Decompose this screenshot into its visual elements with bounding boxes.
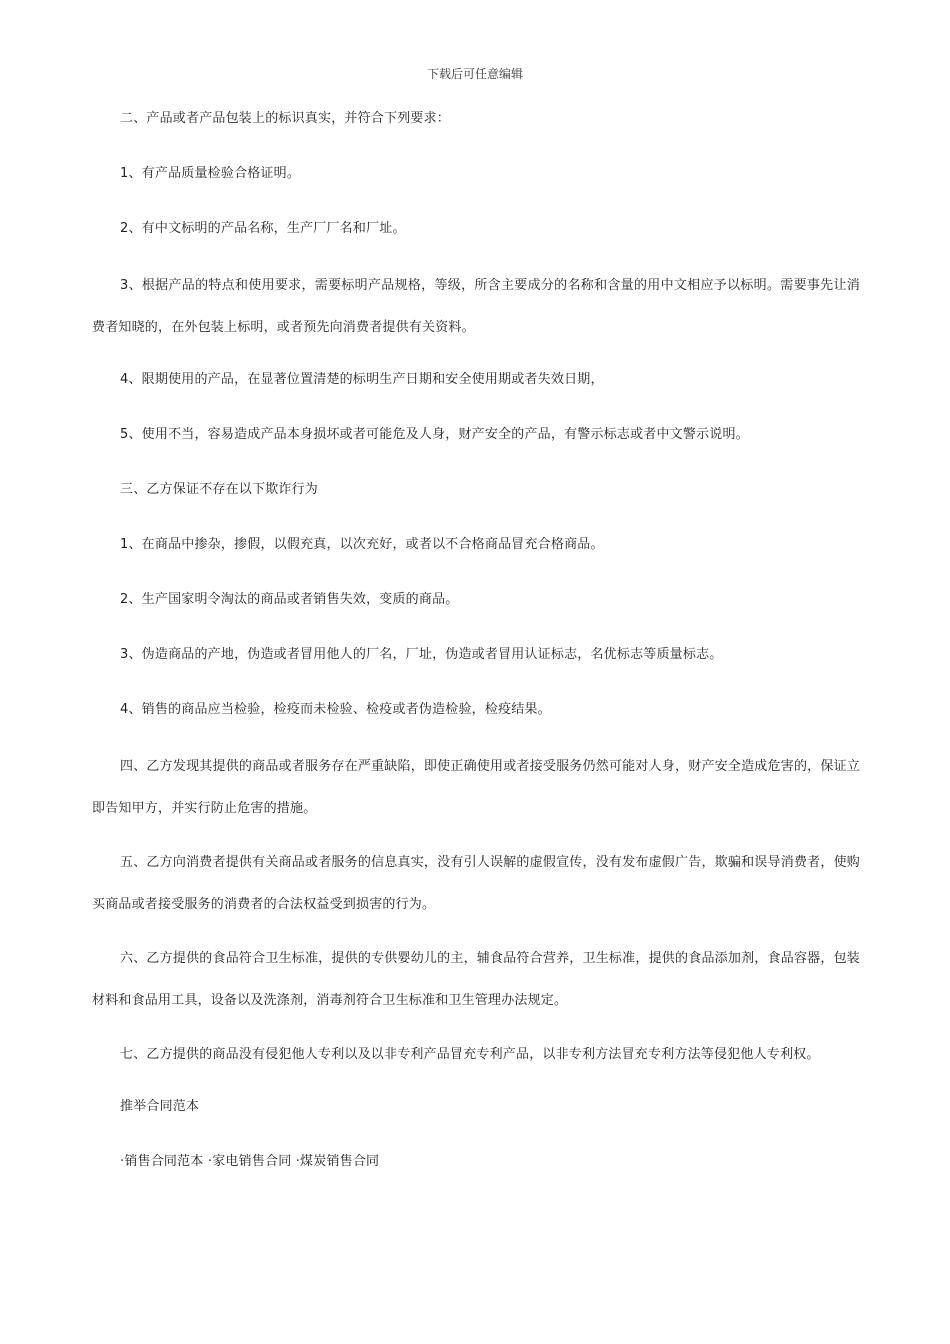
recommended-templates-heading: 推举合同范本 (120, 1099, 200, 1114)
list-item: 2、生产国家明令淘汰的商品或者销售失效，变质的商品。 (120, 592, 459, 607)
recommended-templates-links[interactable]: ·销售合同范本 ·家电销售合同 ·煤炭销售合同 (120, 1154, 380, 1169)
section-seven-paragraph: 七、乙方提供的商品没有侵犯他人专利以及以非专利产品冒充专利产品，以非专利方法冒充专利方法等侵犯他人专利权。 (120, 1047, 820, 1062)
list-item: 1、在商品中掺杂，掺假，以假充真，以次充好，或者以不合格商品冒充合格商品。 (120, 537, 604, 552)
section-six-paragraph: 六、乙方提供的食品符合卫生标准，提供的专供婴幼儿的主，辅食品符合营养，卫生标准，提供的食品添加剂，食品容器，包装材料和食品用工具，设备以及洗涤剂，消毒剂符合卫生标准和卫生管理办法规定。 (92, 951, 860, 1008)
section-four-paragraph: 四、乙方发现其提供的商品或者服务存在严重缺陷，即使正确使用或者接受服务仍然可能对人身，财产安全造成危害的，保证立即告知甲方，并实行防止危害的措施。 (92, 759, 860, 816)
list-item: 1、有产品质量检验合格证明。 (120, 166, 301, 181)
page-header: 下载后可任意编辑 (426, 67, 523, 81)
list-item: 3、伪造商品的产地，伪造或者冒用他人的厂名，厂址，伪造或者冒用认证标志，名优标志等质量标志。 (120, 647, 723, 662)
list-item: 2、有中文标明的产品名称，生产厂厂名和厂址。 (120, 221, 406, 236)
section-five-paragraph: 五、乙方向消费者提供有关商品或者服务的信息真实，没有引人误解的虚假宣传，没有发布虚假广告，欺骗和误导消费者，使购买商品或者接受服务的消费者的合法权益受到损害的行为。 (92, 855, 860, 912)
section-two-heading: 二、产品或者产品包装上的标识真实，并符合下列要求： (120, 111, 451, 126)
list-item: 5、使用不当，容易造成产品本身损坏或者可能危及人身，财产安全的产品，有警示标志或者中文警示说明。 (120, 427, 749, 442)
list-item: 3、根据产品的特点和使用要求，需要标明产品规格，等级，所含主要成分的名称和含量的用中文相应予以标明。需要事先让消费者知晓的，在外包装上标明，或者预先向消费者提供有关资料。 (92, 278, 860, 335)
list-item: 4、销售的商品应当检验，检疫而未检验、检疫或者伪造检验，检疫结果。 (120, 702, 551, 717)
section-three-heading: 三、乙方保证不存在以下欺诈行为 (120, 482, 319, 497)
list-item: 4、限期使用的产品，在显著位置清楚的标明生产日期和安全使用期或者失效日期， (120, 372, 604, 387)
document-body (92, 100, 860, 1180)
